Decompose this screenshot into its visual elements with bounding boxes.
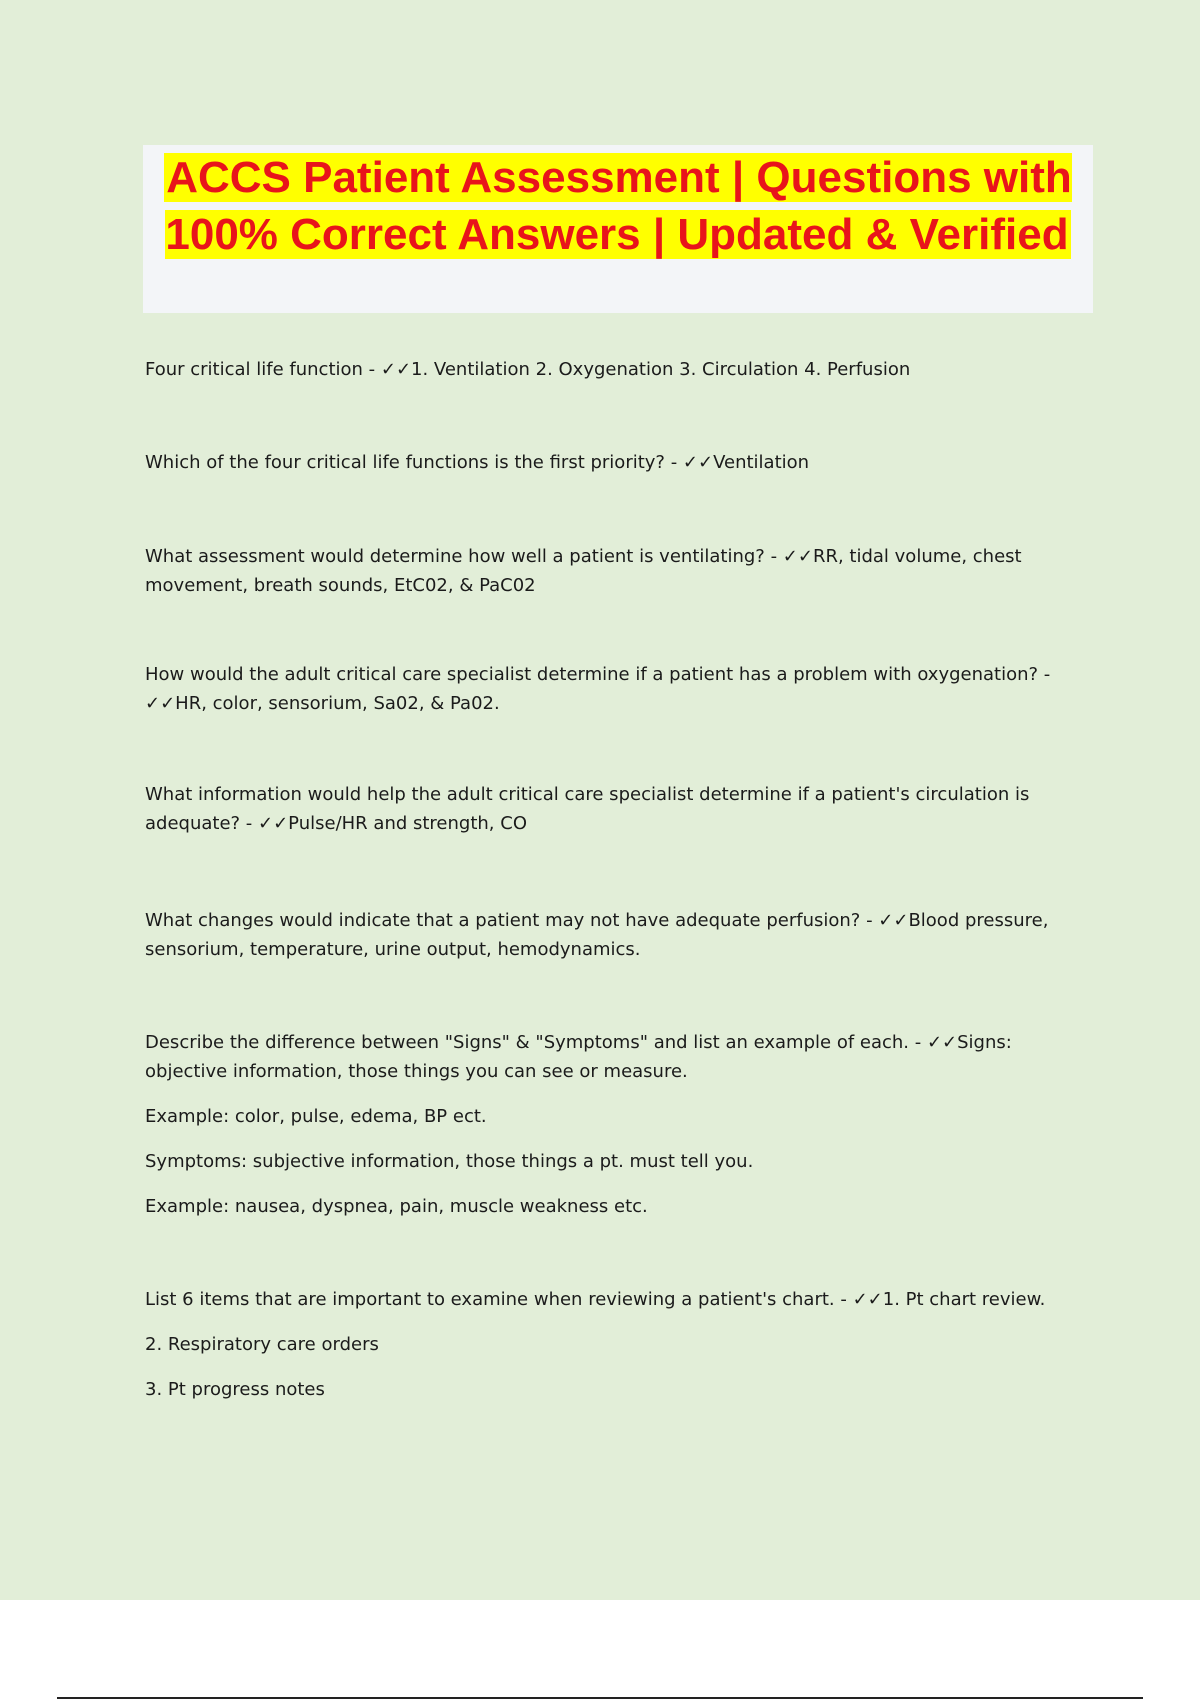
qa-extra-line: 2. Respiratory care orders [145,1334,379,1355]
document-title-text: ACCS Patient Assessment | Questions with 100% Correct Answers | Updated & Verified [165,153,1072,259]
qa-text: How would the adult critical care specialist determine if a patient has a problem with oxygenation? - ✓✓HR, color, sensorium, Sa02, & Pa02. [145,664,1051,714]
qa-extra-line: Symptoms: subjective information, those things a pt. must tell you. [145,1151,754,1172]
qa-text: Which of the four critical life functions is the first priority? - ✓✓Ventilation [145,452,810,473]
document-title [143,145,1093,263]
qa-item-4 [145,660,1065,718]
qa-extra-line: Example: color, pulse, edema, BP ect. [145,1106,487,1127]
qa-item-2 [145,448,1065,477]
qa-item-1 [145,355,1065,384]
qa-text: What information would help the adult critical care specialist determine if a patient's circulation is adequate? - ✓✓Pulse/HR and strength, CO [145,784,1030,834]
qa-item-3 [145,542,1065,600]
qa-list [145,355,1065,1404]
qa-text: What changes would indicate that a patient may not have adequate perfusion? - ✓✓Blood pressure, sensorium, temperature, urine output, hemodynamics. [145,910,1049,960]
qa-text: List 6 items that are important to examine when reviewing a patient's chart. - ✓✓1. Pt chart review. [145,1289,1046,1310]
bottom-divider [57,1697,1143,1699]
title-box [143,145,1093,313]
qa-text: What assessment would determine how well a patient is ventilating? - ✓✓RR, tidal volume, chest movement, breath sounds, EtC02, & PaC02 [145,546,1022,596]
qa-item-8 [145,1285,1065,1404]
qa-item-6 [145,906,1065,964]
qa-extra-line: 3. Pt progress notes [145,1379,325,1400]
qa-text: Four critical life function - ✓✓1. Ventilation 2. Oxygenation 3. Circulation 4. Perfusion [145,359,911,380]
qa-text: Describe the difference between "Signs" & "Symptoms" and list an example of each. - ✓✓Signs: objective information, those things you can see or measure. [145,1032,1012,1082]
qa-item-5 [145,780,1065,838]
qa-extra-line: Example: nausea, dyspnea, pain, muscle weakness etc. [145,1196,648,1217]
qa-item-7 [145,1028,1065,1221]
